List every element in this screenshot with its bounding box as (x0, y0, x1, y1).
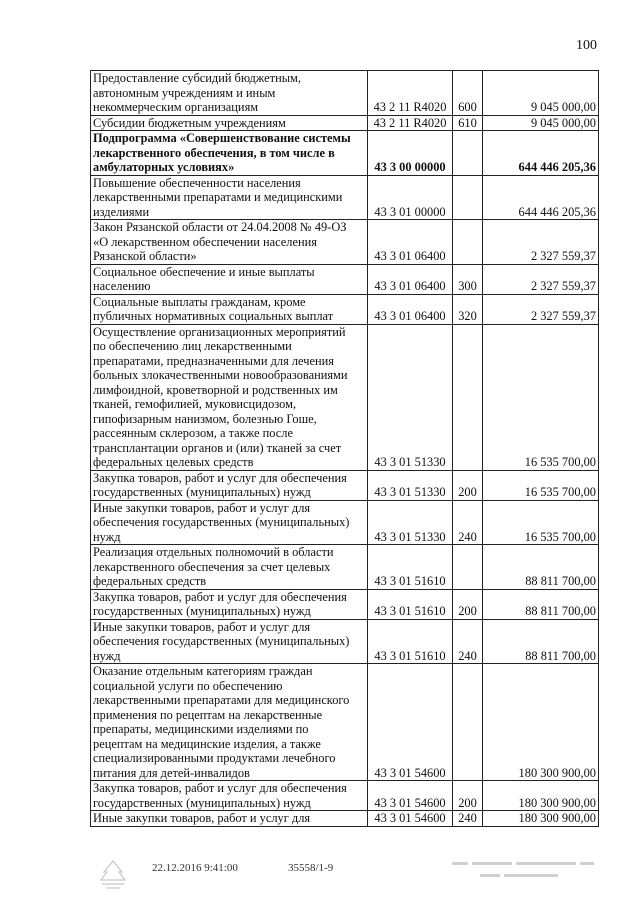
row-type-cell: 320 (453, 294, 483, 324)
row-amount-cell: 2 327 559,37 (483, 264, 599, 294)
row-type-cell (453, 220, 483, 265)
row-code-cell: 43 3 01 54600 (368, 664, 453, 781)
table-row (91, 220, 599, 265)
row-name-cell: Социальное обеспечение и иные выплаты населению (91, 264, 368, 294)
row-type-cell: 300 (453, 264, 483, 294)
row-code-cell: 43 3 01 51330 (368, 324, 453, 470)
row-amount-cell: 180 300 900,00 (483, 664, 599, 781)
row-code-cell: 43 2 11 R4020 (368, 115, 453, 131)
row-name-cell: Иные закупки товаров, работ и услуг для обеспечения государственных (муниципальных) нужд (91, 500, 368, 545)
row-name-cell: Закупка товаров, работ и услуг для обеспечения государственных (муниципальных) нужд (91, 589, 368, 619)
row-type-cell: 610 (453, 115, 483, 131)
row-name-cell: Закупка товаров, работ и услуг для обеспечения государственных (муниципальных) нужд (91, 470, 368, 500)
row-code-cell: 43 3 01 51330 (368, 500, 453, 545)
row-name-cell: Подпрограмма «Совершенствование системы лекарственного обеспечения, в том числе в амбулаторных условиях» (91, 131, 368, 176)
row-name-cell: Закупка товаров, работ и услуг для обеспечения государственных (муниципальных) нужд (91, 781, 368, 811)
row-amount-cell: 644 446 205,36 (483, 131, 599, 176)
row-type-cell: 240 (453, 500, 483, 545)
row-type-cell: 200 (453, 781, 483, 811)
row-amount-cell: 88 811 700,00 (483, 619, 599, 664)
row-amount-cell: 16 535 700,00 (483, 470, 599, 500)
row-code-cell: 43 3 01 06400 (368, 220, 453, 265)
table-row (91, 781, 599, 811)
table-row (91, 589, 599, 619)
row-amount-cell: 180 300 900,00 (483, 811, 599, 827)
row-amount-cell: 9 045 000,00 (483, 71, 599, 116)
table-row (91, 545, 599, 590)
row-name-cell: Реализация отдельных полномочий в области лекарственного обеспечения за счет целевых федеральных средств (91, 545, 368, 590)
footer-datetime: 22.12.2016 9:41:00 (152, 862, 238, 874)
table-row (91, 175, 599, 220)
emblem-logo-icon (96, 858, 130, 892)
row-name-cell: Иные закупки товаров, работ и услуг для обеспечения государственных (муниципальных) нужд (91, 619, 368, 664)
budget-table (90, 70, 599, 827)
page-number: 100 (576, 38, 597, 53)
row-amount-cell: 2 327 559,37 (483, 220, 599, 265)
footer-doc-number: 35558/1-9 (288, 862, 334, 874)
row-amount-cell: 88 811 700,00 (483, 589, 599, 619)
table-row (91, 71, 599, 116)
row-code-cell: 43 3 01 06400 (368, 294, 453, 324)
row-code-cell: 43 3 01 51610 (368, 619, 453, 664)
row-name-cell: Осуществление организационных мероприятий по обеспечению лиц лекарственными препаратами, предназначенными для лечения больных злокачественными новообразованиями лимфоидной, кроветворной и родственных им тканей, гемофилией, муковисцидозом, гипофизарным нанизмом, болезнью Гоше, рассеянным склерозом, а также после трансплантации органов и (или) тканей за счет федеральных целевых средств (91, 324, 368, 470)
row-code-cell: 43 2 11 R4020 (368, 71, 453, 116)
row-name-cell: Закон Рязанской области от 24.04.2008 № 49-ОЗ «О лекарственном обеспечении населения Рязанской области» (91, 220, 368, 265)
row-code-cell: 43 3 01 51610 (368, 589, 453, 619)
row-name-cell: Социальные выплаты гражданам, кроме публичных нормативных социальных выплат (91, 294, 368, 324)
row-code-cell: 43 3 00 00000 (368, 131, 453, 176)
row-name-cell: Предоставление субсидий бюджетным, автономным учреждениям и иным некоммерческим организациям (91, 71, 368, 116)
row-name-cell: Субсидии бюджетным учреждениям (91, 115, 368, 131)
row-code-cell: 43 3 01 00000 (368, 175, 453, 220)
table-row (91, 500, 599, 545)
row-amount-cell: 2 327 559,37 (483, 294, 599, 324)
page-footer (0, 858, 640, 898)
row-type-cell (453, 324, 483, 470)
row-amount-cell: 644 446 205,36 (483, 175, 599, 220)
row-type-cell (453, 664, 483, 781)
row-amount-cell: 9 045 000,00 (483, 115, 599, 131)
row-name-cell: Иные закупки товаров, работ и услуг для (91, 811, 368, 827)
row-code-cell: 43 3 01 51330 (368, 470, 453, 500)
row-amount-cell: 180 300 900,00 (483, 781, 599, 811)
table-row (91, 324, 599, 470)
table-row (91, 470, 599, 500)
row-amount-cell: 88 811 700,00 (483, 545, 599, 590)
table-row (91, 664, 599, 781)
table-row (91, 619, 599, 664)
row-type-cell: 200 (453, 589, 483, 619)
department-stamp (450, 858, 600, 892)
row-type-cell (453, 175, 483, 220)
row-type-cell: 240 (453, 811, 483, 827)
row-type-cell: 200 (453, 470, 483, 500)
row-type-cell: 240 (453, 619, 483, 664)
row-type-cell (453, 131, 483, 176)
row-code-cell: 43 3 01 54600 (368, 781, 453, 811)
row-amount-cell: 16 535 700,00 (483, 324, 599, 470)
row-type-cell: 600 (453, 71, 483, 116)
row-code-cell: 43 3 01 06400 (368, 264, 453, 294)
row-type-cell (453, 545, 483, 590)
row-name-cell: Оказание отдельным категориям граждан социальной услуги по обеспечению лекарственными препаратами для медицинского применения по рецептам на лекарственные препараты, медицинскими изделиями по рецептам на медицинские изделия, а также специализированными продуктами лечебного питания для детей-инвалидов (91, 664, 368, 781)
table-row (91, 131, 599, 176)
table-row (91, 294, 599, 324)
row-name-cell: Повышение обеспеченности населения лекарственными препаратами и медицинскими изделиями (91, 175, 368, 220)
table-row (91, 811, 599, 827)
table-row (91, 264, 599, 294)
row-code-cell: 43 3 01 54600 (368, 811, 453, 827)
table-row (91, 115, 599, 131)
row-amount-cell: 16 535 700,00 (483, 500, 599, 545)
row-code-cell: 43 3 01 51610 (368, 545, 453, 590)
